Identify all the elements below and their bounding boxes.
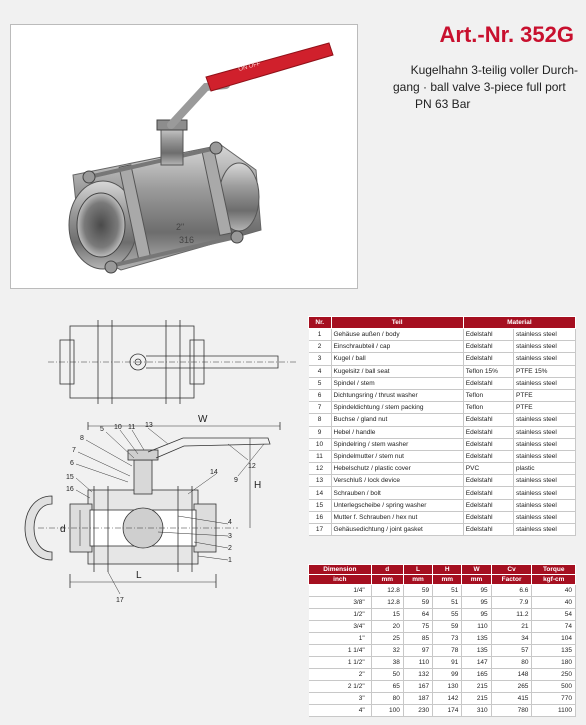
table-row xyxy=(309,705,576,717)
dims-cell-dimension: 2" xyxy=(309,669,372,681)
part-material-en: stainless steel xyxy=(514,426,576,438)
callout-17: 17 xyxy=(116,597,124,604)
parts-header-material: Material xyxy=(463,317,575,329)
part-name: Hebelschutz / plastic cover xyxy=(331,463,463,475)
dims-cell-torque: 180 xyxy=(532,657,576,669)
dims-cell-cv: 148 xyxy=(491,669,532,681)
parts-body xyxy=(309,329,576,536)
table-row xyxy=(309,609,576,621)
table-row xyxy=(309,669,576,681)
dims-cell-w: 310 xyxy=(462,705,491,717)
part-material-de: Edelstahl xyxy=(463,329,513,341)
dims-cell-l: 97 xyxy=(403,645,432,657)
description-line-2: gang · ball valve 3-piece full port xyxy=(393,80,566,94)
dims-cell-torque: 54 xyxy=(532,609,576,621)
dims-cell-dimension: 2 1/2" xyxy=(309,681,372,693)
dims-cell-l: 167 xyxy=(403,681,432,693)
part-material-en: stainless steel xyxy=(514,524,576,536)
dims-cell-cv: 265 xyxy=(491,681,532,693)
product-photo xyxy=(10,24,358,289)
callout-14: 14 xyxy=(210,469,218,476)
part-name: Dichtungsring / thrust washer xyxy=(331,389,463,401)
table-row xyxy=(309,438,576,450)
part-name: Kugelsitz / ball seat xyxy=(331,365,463,377)
part-material-en: plastic xyxy=(514,463,576,475)
table-row xyxy=(309,329,576,341)
part-number: 15 xyxy=(309,499,332,511)
dims-subheader-d: mm xyxy=(371,575,403,585)
table-row xyxy=(309,450,576,462)
dim-w-label: W xyxy=(198,414,208,425)
dims-cell-h: 78 xyxy=(433,645,462,657)
part-number: 6 xyxy=(309,389,332,401)
part-name: Spindel / stem xyxy=(331,377,463,389)
part-material-de: Edelstahl xyxy=(463,377,513,389)
callout-6: 6 xyxy=(70,460,74,467)
part-number: 7 xyxy=(309,402,332,414)
photo-size-marking: 2" xyxy=(176,222,185,232)
dims-cell-h: 51 xyxy=(433,597,462,609)
dims-cell-cv: 34 xyxy=(491,633,532,645)
callout-10: 10 xyxy=(114,424,122,431)
callout-3: 3 xyxy=(228,533,232,540)
dims-cell-l: 132 xyxy=(403,669,432,681)
table-row xyxy=(309,597,576,609)
table-row xyxy=(309,657,576,669)
dims-cell-d: 80 xyxy=(371,693,403,705)
dims-cell-d: 20 xyxy=(371,621,403,633)
dims-cell-cv: 6.6 xyxy=(491,585,532,597)
dims-header-l: L xyxy=(403,565,432,575)
parts-table xyxy=(308,316,576,536)
table-row xyxy=(309,353,576,365)
dims-cell-w: 165 xyxy=(462,669,491,681)
dims-cell-l: 75 xyxy=(403,621,432,633)
technical-drawing xyxy=(8,310,298,610)
dims-cell-w: 215 xyxy=(462,681,491,693)
part-number: 5 xyxy=(309,377,332,389)
callout-12: 12 xyxy=(248,463,256,470)
part-material-en: stainless steel xyxy=(514,487,576,499)
dims-body xyxy=(309,585,576,717)
part-material-en: stainless steel xyxy=(514,329,576,341)
callout-9: 9 xyxy=(234,477,238,484)
dims-cell-dimension: 1" xyxy=(309,633,372,645)
part-material-de: Edelstahl xyxy=(463,475,513,487)
part-material-en: PTFE 15% xyxy=(514,365,576,377)
dims-cell-l: 230 xyxy=(403,705,432,717)
dims-cell-torque: 770 xyxy=(532,693,576,705)
dims-cell-w: 135 xyxy=(462,645,491,657)
callout-1: 1 xyxy=(228,557,232,564)
dims-cell-d: 12.8 xyxy=(371,585,403,597)
dims-cell-d: 15 xyxy=(371,609,403,621)
part-material-de: Edelstahl xyxy=(463,450,513,462)
dims-cell-d: 12.8 xyxy=(371,597,403,609)
part-material-de: Edelstahl xyxy=(463,353,513,365)
table-row xyxy=(309,511,576,523)
table-row xyxy=(309,365,576,377)
part-material-en: stainless steel xyxy=(514,414,576,426)
part-material-en: stainless steel xyxy=(514,511,576,523)
part-number: 11 xyxy=(309,450,332,462)
part-material-de: PVC xyxy=(463,463,513,475)
part-number: 12 xyxy=(309,463,332,475)
table-row xyxy=(309,524,576,536)
part-material-de: Edelstahl xyxy=(463,511,513,523)
dims-cell-torque: 40 xyxy=(532,585,576,597)
dims-cell-w: 147 xyxy=(462,657,491,669)
dims-header-dimension: Dimension xyxy=(309,565,372,575)
part-name: Hebel / handle xyxy=(331,426,463,438)
table-row xyxy=(309,633,576,645)
dims-cell-h: 73 xyxy=(433,633,462,645)
dims-cell-l: 85 xyxy=(403,633,432,645)
dims-header-torque: Torque xyxy=(532,565,576,575)
dims-cell-h: 142 xyxy=(433,693,462,705)
part-name: Schrauben / bolt xyxy=(331,487,463,499)
part-material-de: Teflon 15% xyxy=(463,365,513,377)
table-row xyxy=(309,499,576,511)
part-name: Einschraubteil / cap xyxy=(331,341,463,353)
dims-cell-dimension: 1/2" xyxy=(309,609,372,621)
part-material-de: Edelstahl xyxy=(463,341,513,353)
table-row xyxy=(309,621,576,633)
dims-cell-l: 110 xyxy=(403,657,432,669)
part-number: 2 xyxy=(309,341,332,353)
callout-11: 11 xyxy=(128,424,136,431)
dims-cell-d: 32 xyxy=(371,645,403,657)
dims-subheader-torque: kgf-cm xyxy=(532,575,576,585)
dims-subheader-dimension: inch xyxy=(309,575,372,585)
description-line-3: PN 63 Bar xyxy=(415,97,471,111)
dims-cell-d: 100 xyxy=(371,705,403,717)
dims-cell-w: 135 xyxy=(462,633,491,645)
part-name: Unterlegscheibe / spring washer xyxy=(331,499,463,511)
table-row xyxy=(309,645,576,657)
photo-material-marking: 316 xyxy=(179,235,195,245)
part-material-de: Edelstahl xyxy=(463,524,513,536)
part-number: 1 xyxy=(309,329,332,341)
dims-cell-torque: 135 xyxy=(532,645,576,657)
dims-cell-w: 95 xyxy=(462,585,491,597)
dims-cell-h: 59 xyxy=(433,621,462,633)
dims-cell-dimension: 1 1/2" xyxy=(309,657,372,669)
part-name: Gehäuse außen / body xyxy=(331,329,463,341)
part-material-en: PTFE xyxy=(514,389,576,401)
table-row xyxy=(309,681,576,693)
part-number: 4 xyxy=(309,365,332,377)
part-number: 13 xyxy=(309,475,332,487)
dims-cell-w: 215 xyxy=(462,693,491,705)
part-material-en: stainless steel xyxy=(514,499,576,511)
dims-cell-h: 51 xyxy=(433,585,462,597)
table-row xyxy=(309,341,576,353)
dims-cell-l: 59 xyxy=(403,597,432,609)
article-number: Art.-Nr. 352G xyxy=(439,22,574,47)
dims-cell-h: 130 xyxy=(433,681,462,693)
product-description xyxy=(393,62,578,113)
table-row xyxy=(309,585,576,597)
dims-cell-cv: 415 xyxy=(491,693,532,705)
part-material-en: stainless steel xyxy=(514,438,576,450)
callout-8: 8 xyxy=(80,435,84,442)
part-material-en: stainless steel xyxy=(514,353,576,365)
part-number: 17 xyxy=(309,524,332,536)
parts-header-nr: Nr. xyxy=(309,317,332,329)
parts-header-row xyxy=(309,317,576,329)
table-row xyxy=(309,414,576,426)
dims-cell-dimension: 3" xyxy=(309,693,372,705)
part-material-de: Teflon xyxy=(463,389,513,401)
part-name: Verschluß / lock device xyxy=(331,475,463,487)
callout-4: 4 xyxy=(228,519,232,526)
dimension-table xyxy=(308,564,576,717)
dims-cell-cv: 7.9 xyxy=(491,597,532,609)
table-row xyxy=(309,377,576,389)
table-row xyxy=(309,463,576,475)
dims-cell-cv: 57 xyxy=(491,645,532,657)
dims-cell-torque: 1100 xyxy=(532,705,576,717)
part-number: 10 xyxy=(309,438,332,450)
dims-cell-w: 95 xyxy=(462,597,491,609)
dims-cell-torque: 74 xyxy=(532,621,576,633)
callout-13: 13 xyxy=(145,422,153,429)
dims-cell-d: 38 xyxy=(371,657,403,669)
dims-cell-h: 55 xyxy=(433,609,462,621)
dims-cell-dimension: 4" xyxy=(309,705,372,717)
table-row xyxy=(309,402,576,414)
dim-l-label: L xyxy=(136,570,142,581)
dims-cell-h: 99 xyxy=(433,669,462,681)
table-row xyxy=(309,487,576,499)
part-material-en: PTFE xyxy=(514,402,576,414)
dims-header-row xyxy=(309,565,576,575)
dims-cell-dimension: 3/4" xyxy=(309,621,372,633)
dims-subheader-row xyxy=(309,575,576,585)
table-row xyxy=(309,426,576,438)
dims-header-h: H xyxy=(433,565,462,575)
dims-cell-torque: 40 xyxy=(532,597,576,609)
part-material-en: stainless steel xyxy=(514,377,576,389)
dim-h-label: H xyxy=(254,480,262,491)
part-name: Mutter f. Schrauben / hex nut xyxy=(331,511,463,523)
part-material-en: stainless steel xyxy=(514,341,576,353)
part-name: Kugel / ball xyxy=(331,353,463,365)
part-number: 16 xyxy=(309,511,332,523)
dim-d-label: d xyxy=(60,524,66,535)
dims-subheader-cv: Factor xyxy=(491,575,532,585)
callout-7: 7 xyxy=(72,447,76,454)
part-material-en: stainless steel xyxy=(514,475,576,487)
part-material-de: Edelstahl xyxy=(463,426,513,438)
dims-cell-l: 59 xyxy=(403,585,432,597)
part-name: Buchse / gland nut xyxy=(331,414,463,426)
description-line-1: Kugelhahn 3-teilig voller Durch- xyxy=(410,63,578,77)
callout-5: 5 xyxy=(100,426,104,433)
part-name: Spindelring / stem washer xyxy=(331,438,463,450)
dims-header-cv: Cv xyxy=(491,565,532,575)
dims-subheader-w: mm xyxy=(462,575,491,585)
dims-cell-cv: 11.2 xyxy=(491,609,532,621)
dims-header-w: W xyxy=(462,565,491,575)
dims-cell-w: 95 xyxy=(462,609,491,621)
dims-cell-h: 91 xyxy=(433,657,462,669)
part-material-de: Edelstahl xyxy=(463,438,513,450)
dims-subheader-l: mm xyxy=(403,575,432,585)
dims-cell-d: 25 xyxy=(371,633,403,645)
parts-header-part: Teil xyxy=(331,317,463,329)
callout-2: 2 xyxy=(228,545,232,552)
dims-cell-dimension: 3/8" xyxy=(309,597,372,609)
dims-cell-torque: 250 xyxy=(532,669,576,681)
dims-cell-cv: 80 xyxy=(491,657,532,669)
part-material-de: Teflon xyxy=(463,402,513,414)
part-name: Spindelmutter / stem nut xyxy=(331,450,463,462)
dims-header-d: d xyxy=(371,565,403,575)
dims-cell-cv: 21 xyxy=(491,621,532,633)
dims-cell-h: 174 xyxy=(433,705,462,717)
table-row xyxy=(309,693,576,705)
dims-subheader-h: mm xyxy=(433,575,462,585)
dims-cell-d: 50 xyxy=(371,669,403,681)
dims-cell-l: 187 xyxy=(403,693,432,705)
part-material-de: Edelstahl xyxy=(463,414,513,426)
dims-cell-l: 64 xyxy=(403,609,432,621)
part-material-en: stainless steel xyxy=(514,450,576,462)
part-number: 9 xyxy=(309,426,332,438)
part-material-de: Edelstahl xyxy=(463,487,513,499)
dims-cell-dimension: 1 1/4" xyxy=(309,645,372,657)
part-number: 8 xyxy=(309,414,332,426)
dims-cell-cv: 780 xyxy=(491,705,532,717)
callout-15: 15 xyxy=(66,474,74,481)
dims-cell-w: 110 xyxy=(462,621,491,633)
part-number: 14 xyxy=(309,487,332,499)
table-row xyxy=(309,389,576,401)
part-name: Gehäusedichtung / joint gasket xyxy=(331,524,463,536)
part-number: 3 xyxy=(309,353,332,365)
part-name: Spindeldichtung / stem packing xyxy=(331,402,463,414)
handle-text: ON OFF xyxy=(237,60,262,73)
dims-cell-torque: 500 xyxy=(532,681,576,693)
dims-cell-torque: 104 xyxy=(532,633,576,645)
callout-16: 16 xyxy=(66,486,74,493)
part-material-de: Edelstahl xyxy=(463,499,513,511)
dims-cell-d: 65 xyxy=(371,681,403,693)
dims-cell-dimension: 1/4" xyxy=(309,585,372,597)
table-row xyxy=(309,475,576,487)
